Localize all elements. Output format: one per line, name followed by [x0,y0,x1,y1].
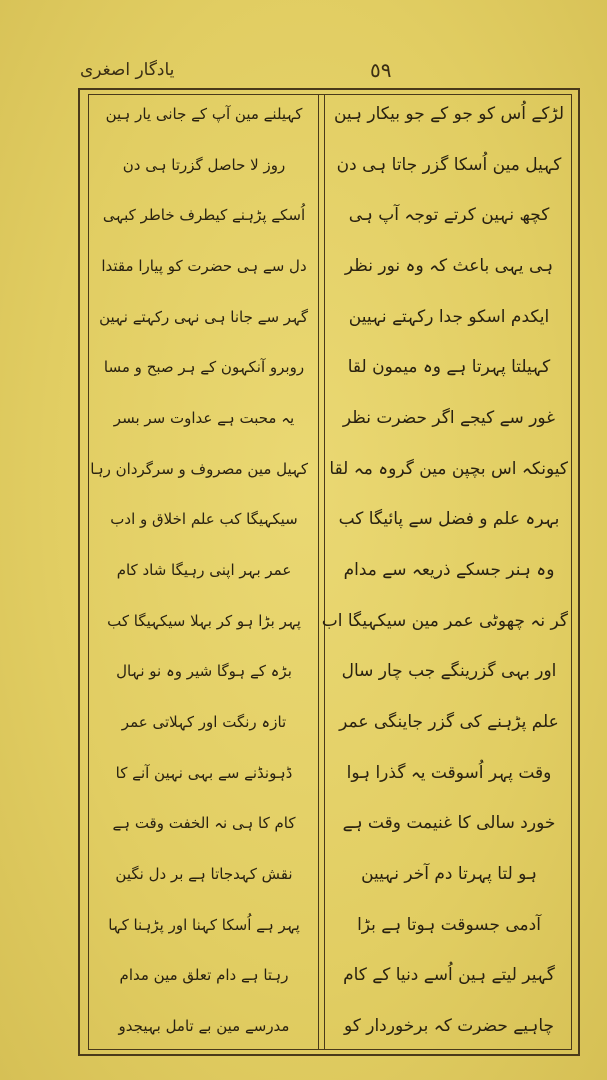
verse-line: ہی یہی باعث کہ وہ نور نظر [344,255,554,276]
verse-line: کام کا ہی نہ الخفت وقت ہے [112,814,296,833]
verse-line: یہ محبت ہے عداوت سر بسر [113,408,295,427]
verse-line: گہر سے جانا ہی نہی رکہتے نہین [99,307,308,326]
verse-line: کچھ نہین کرتے توجہ آپ ہی [348,205,550,226]
verse-line: گہیر لیتے ہین اُسے دنیا کے کام [343,965,555,986]
verse-line: علم پڑہنے کی گزر جاینگی عمر [339,711,559,732]
verse-line: مدرسے مین بے تامل بہیجدو [118,1016,290,1035]
verse-line: ایکدم اسکو جدا رکہتے نہیین [348,306,550,327]
verse-line: کہیلتا پہرتا ہے وہ میمون لقا [347,357,551,378]
verse-line: وہ ہنر جسکے ذریعہ سے مدام [343,559,555,580]
verse-line: غور سے کیجے اگر حضرت نظر [342,407,556,428]
verse-line: اُسکے پڑہنے کیطرف خاطر کبہی [102,206,306,225]
page-number: ٥٩ [370,58,392,82]
verse-line: پہر ہے اُسکا کہنا اور پڑہنا کہا [108,915,300,934]
running-title: یادگار اصغری [80,60,175,80]
verse-line: روز لا حاصل گزرتا ہی دن [122,155,286,174]
verse-line: آدمی جسوقت ہوتا ہے بڑا [357,914,541,935]
verse-line: کہیلنے مین آپ کے جانی یار ہین [105,105,303,123]
verse-line: خورد سالی کا غنیمت وقت ہے [342,813,556,834]
verse-line: لڑکے اُس کو جو کے جو بیکار ہین [333,104,565,124]
verse-line: پہر بڑا ہو کر بہلا سیکہیگا کب [107,611,301,630]
verse-line: گر نہ چھوٹی عمر مین سیکہیگا اب [321,610,568,631]
verse-line: بڑہ کے ہوگا شیر وہ نو نہال [116,662,292,681]
verse-line: کہیل مین اُسکا گزر جاتا ہی دن [336,154,562,175]
left-column [90,100,308,1040]
verse-line: عمر بہر اپنی رہیگا شاد کام [116,560,292,579]
verse-line: ڈہونڈنے سے بہی نہین آنے کا [115,763,293,782]
verse-line: سیکہیگا کب علم اخلاق و ادب [110,510,298,529]
right-column [321,100,568,1040]
verse-line: بہرہ علم و فضل سے پائیگا کب [338,509,560,530]
column-divider-left [318,94,319,1050]
verse-line: دل سے ہی حضرت کو پیارا مقتدا [101,256,307,275]
verse-line: اور بہی گزرینگے جب چار سال [341,661,557,682]
verse-line: رہتا ہے دام تعلق مین مدام [119,966,289,985]
page-header [80,58,580,88]
verse-line: وقت پہر اُسوقت یہ گذرا ہوا [346,762,552,783]
verse-line: روبرو آنکہون کے ہر صبح و مسا [103,358,305,377]
verse-line: نقش کہدجاتا ہے بر دل نگین [115,864,293,883]
verse-line: چاہیے حضرت کہ برخوردار کو [343,1015,555,1036]
verse-line: کہیل مین مصروف و سرگردان رہا [90,459,308,478]
column-divider-right [324,94,325,1050]
verse-line: کیونکہ اس بچپن مین گروہ مہ لقا [329,458,568,479]
verse-line: ہو لتا پہرتا دم آخر نہیین [361,863,537,884]
verse-line: تازہ رنگت اور کہلاتی عمر [121,712,287,731]
